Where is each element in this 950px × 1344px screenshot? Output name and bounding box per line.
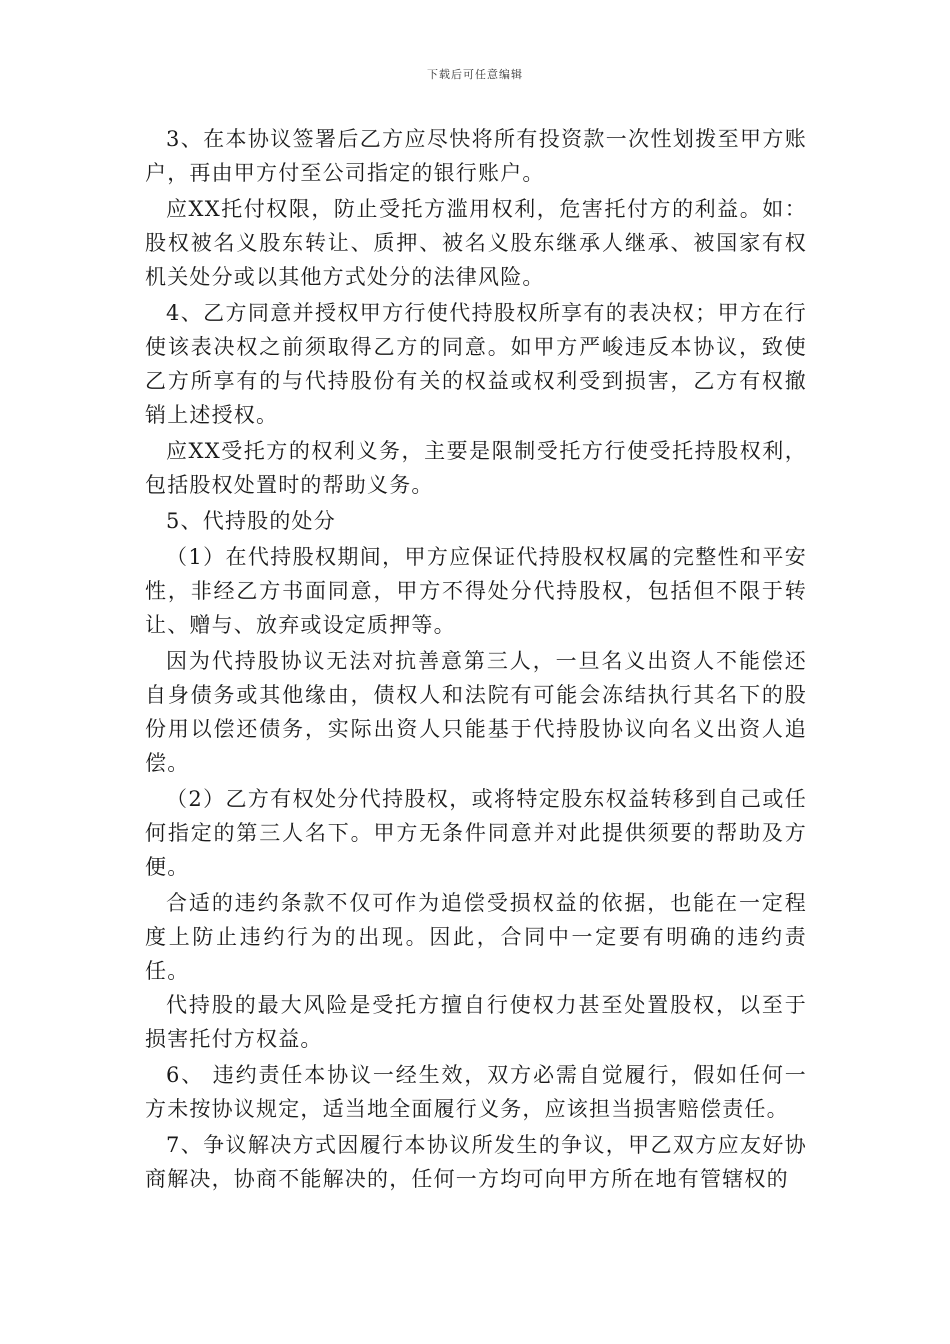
header-note: 下载后可任意编辑 xyxy=(427,68,523,81)
paragraph-commission-scope: 应XX托付权限，防止受托方滥用权利，危害托付方的利益。如：股权被名义股东转让、质押、被名义股东继承人继承、被国家有权机关处分或以其他方式处分的法律风险。 xyxy=(145,197,807,289)
paragraph-breach-clause: 合适的违约条款不仅可作为追偿受损权益的依据，也能在一定程度上防止违约行为的出现。因此，合同中一定要有明确的违约责任。 xyxy=(145,891,807,983)
paragraph-5-1: （1）在代持股权期间，甲方应保证代持股权权属的完整性和平安性，非经乙方书面同意，甲方不得处分代持股权，包括但不限于转让、赠与、放弃或设定质押等。 xyxy=(145,545,807,637)
paragraph-4-voting-rights: 4、乙方同意并授权甲方行使代持股权所享有的表决权；甲方在行使该表决权之前须取得乙方的同意。如甲方严峻违反本协议，致使乙方所享有的与代持股份有关的权益或权利受到损害，乙方有权撤销上述授权。 xyxy=(145,301,807,427)
paragraph-6-liability: 6、 违约责任本协议一经生效，双方必需自觉履行，假如任何一方未按协议规定，适当地全面履行义务，应该担当损害赔偿责任。 xyxy=(145,1063,807,1121)
document-body xyxy=(145,122,807,1196)
paragraph-7-dispute: 7、争议解决方式因履行本协议所发生的争议，甲乙双方应友好协商解决，协商不能解决的，任何一方均可向甲方所在地有管辖权的 xyxy=(145,1133,807,1191)
paragraph-max-risk: 代持股的最大风险是受托方擅自行使权力甚至处置股权，以至于损害托付方权益。 xyxy=(145,993,807,1051)
paragraph-5-heading: 5、代持股的处分 xyxy=(166,509,336,533)
paragraph-5-2: （2）乙方有权处分代持股权，或将特定股东权益转移到自己或任何指定的第三人名下。甲方无条件同意并对此提供须要的帮助及方便。 xyxy=(145,787,807,879)
paragraph-3-investment-transfer: 3、在本协议签署后乙方应尽快将所有投资款一次性划拨至甲方账户，再由甲方付至公司指定的银行账户。 xyxy=(145,127,807,185)
paragraph-trustee-duties: 应XX受托方的权利义务，主要是限制受托方行使受托持股权利，包括股权处置时的帮助义务。 xyxy=(145,439,807,497)
paragraph-third-party-risk: 因为代持股协议无法对抗善意第三人，一旦名义出资人不能偿还自身债务或其他缘由，债权人和法院有可能会冻结执行其名下的股份用以偿还债务，实际出资人只能基于代持股协议向名义出资人追偿。 xyxy=(145,649,807,775)
